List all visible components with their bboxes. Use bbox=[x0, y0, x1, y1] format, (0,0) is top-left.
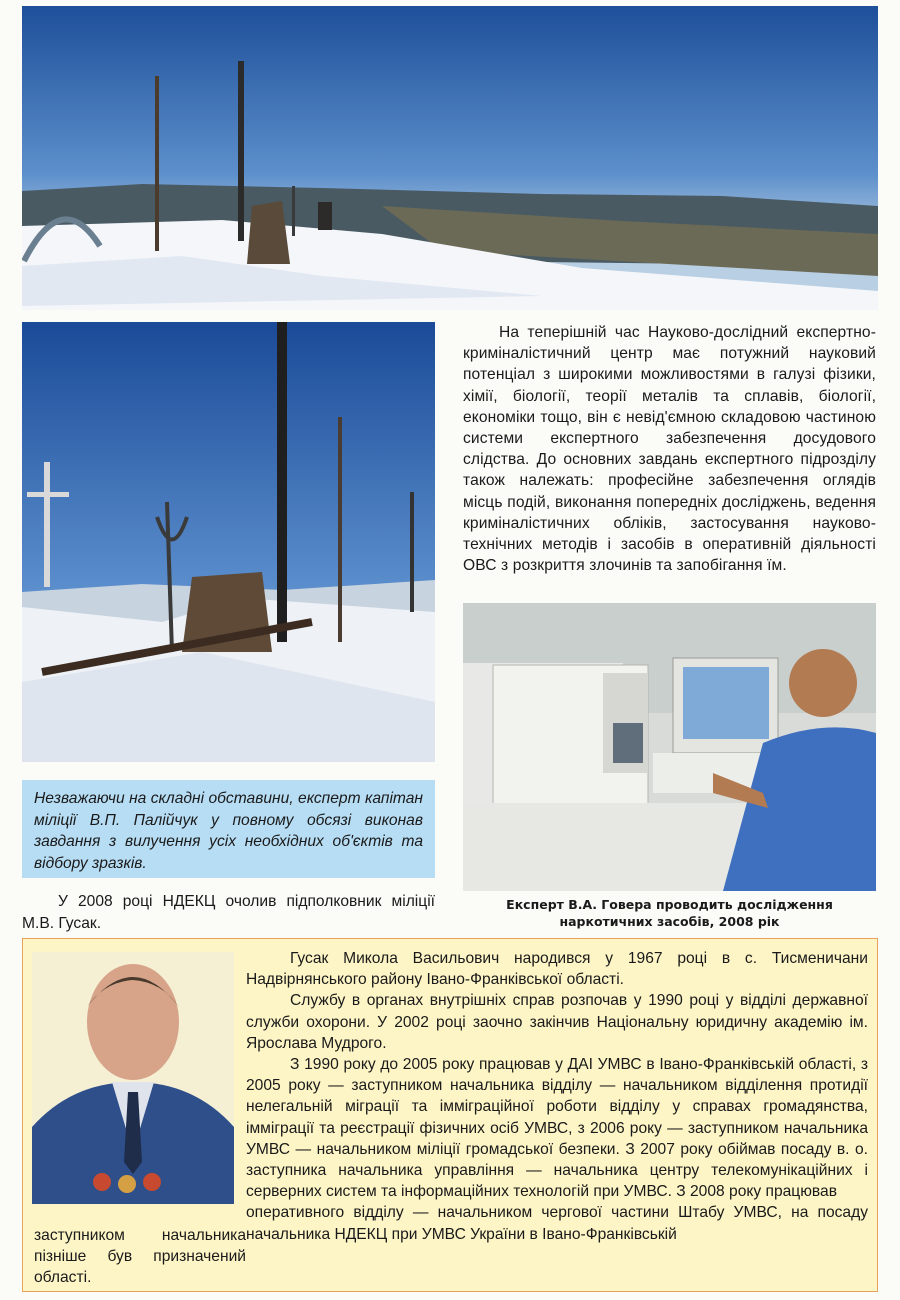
biography-paragraph-tail: оперативного відділу — начальником чергової частини Штабу УМВС, на посаду начальника НДЕКЦ при УМВС України в Івано-Франківській bbox=[246, 1204, 868, 1243]
summit-cross-photo bbox=[22, 322, 435, 762]
expert-caption-text: Незважаючи на складні обставини, експерт капітан міліції В.П. Палійчук у повному обсязі виконав завдання з вилучення усіх необхідних об'єктів та відбору зразків. bbox=[34, 790, 423, 872]
portrait-photo bbox=[32, 952, 234, 1204]
article-paragraph: На теперішній час Науково-дослідний експертно-криміналістичний центр має потужний науковий потенціал з широкими можливостями в галузі фізики, хімії, біології, теорії металів та сплавів, біології, економіки тощо, він є невід'ємною складовою частиною системи експертного забезпечення досудового слідства. До основних завдань експертного підрозділу також належать: професійне забезпечення оглядів місць подій, виконання попередніх досліджень, ведення криміналістичних обліків, застосування науково-технічних методів і засобів в оперативній діяльності ОВС з розкриття злочинів та запобігання їм. bbox=[463, 324, 876, 575]
biography-tail-left: заступником начальника пізніше був призначений області. bbox=[34, 1227, 246, 1287]
head-appointment-note: У 2008 році НДЕКЦ очолив підполковник міліції М.В. Гусак. bbox=[22, 893, 435, 932]
mountain-summit-panorama-photo bbox=[22, 6, 878, 310]
biography-paragraph: Гусак Микола Васильович народився у 1967 році в с. Тисменичани Надвірнянського району Івано-Франківської області. bbox=[246, 950, 868, 989]
biography-paragraph: Службу в органах внутрішніх справ розпочав у 1990 році у відділі державної служби охорони. У 2002 році заочно закінчив Національну юридичну академію ім. Ярослава Мудрого. bbox=[246, 992, 868, 1052]
lab-photo-caption: Експерт В.А. Говера проводить дослідження наркотичних засобів, 2008 рік bbox=[506, 897, 833, 929]
biography-paragraph: З 1990 року до 2005 року працював у ДАІ УМВС в Івано-Франківській області, з 2005 року — заступником начальника відділу — начальником відділення протидії нелегальній міграції та імміграційної роботи відділу у справах громадянства, імміграції та реєстрації фізичних осіб УМВС, з 2006 року — заступником начальника УМВС — начальником міліції громадської безпеки. З 2007 року обіймав посаду в. о. заступника начальника управління — начальника центру телекомунікаційних і серверних систем та інформаційних технологій при УМВС. З 2008 року працював bbox=[246, 1056, 868, 1201]
forensic-lab-photo bbox=[463, 603, 876, 891]
expert-caption-box bbox=[22, 780, 435, 878]
biography-text bbox=[246, 948, 868, 1245]
